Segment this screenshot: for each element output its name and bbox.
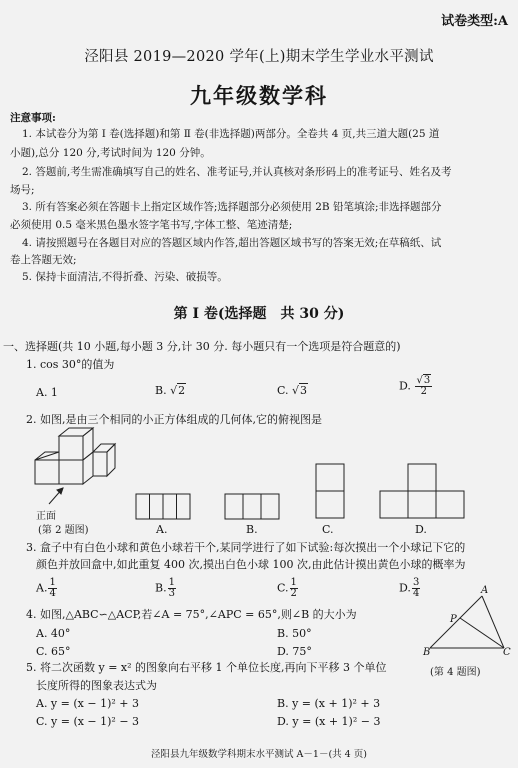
- subject-title: 九年级数学科: [190, 83, 328, 108]
- q1-stem: 1. cos 30°的值为: [26, 358, 115, 371]
- note-line: 小题),总分 120 分,考试时间为 120 分钟。: [10, 147, 211, 159]
- note-line: 2. 答题前,考生需准确填写自己的姓名、准考证号,并认真核对条形码上的准考证号、姓名及考: [22, 166, 452, 178]
- q2-option-c: C.: [322, 523, 334, 536]
- note-line: 5. 保持卡面清洁,不得折叠、污染、破损等。: [22, 271, 228, 283]
- q3-option-c: C. $\frac{1}{2}$: [277, 577, 297, 599]
- q1-option-c: C. √3: [277, 384, 308, 397]
- q5-option-d: D. y = (x + 1)² − 3: [277, 715, 381, 728]
- q4-option-c: C. 65°: [36, 645, 71, 658]
- q2-option-c-figure[interactable]: [316, 464, 346, 520]
- note-line: 卷上答题无效;: [10, 254, 77, 266]
- q4-triangle-figure: [420, 590, 510, 660]
- page-footer: 泾阳县九年级数学科期末水平测试 A－1－(共 4 页): [151, 749, 367, 760]
- q5-option-a: A. y = (x − 1)² + 3: [36, 697, 139, 710]
- q3-line2: 颜色并放回盒中,如此重复 400 次,摸出白色小球 100 次,由此估计摸出黄色小球的概率为: [36, 558, 466, 571]
- q4-option-b: B. 50°: [277, 627, 312, 640]
- q2-option-a: A.: [156, 523, 168, 536]
- exam-title: 泾阳县 2019—2020 学年(上)期末学生学业水平测试: [84, 49, 434, 65]
- paper-type-label: 试卷类型:A: [441, 14, 508, 29]
- note-line: 场号;: [10, 184, 35, 196]
- q3-option-d: D. $\frac{3}{4}$: [399, 577, 420, 599]
- note-line: 1. 本试卷分为第 Ⅰ 卷(选择题)和第 Ⅱ 卷(非选择题)两部分。全卷共 4 页,共三道大题(25 道: [22, 128, 440, 140]
- q2-figure-caption: (第 2 题图): [38, 525, 89, 536]
- q4-label-a: A: [481, 585, 489, 596]
- note-line: 4. 请按照题号在各题目对应的答题区域内作答,超出答题区域书写的答案无效;在草稿纸、试: [22, 237, 442, 249]
- q4-option-a: A. 40°: [36, 627, 71, 640]
- q2-stem: 2. 如图,是由三个相同的小正方体组成的几何体,它的俯视图是: [26, 413, 322, 426]
- q1-option-a: A. 1: [36, 386, 58, 399]
- q1-option-b: B. √2: [155, 384, 186, 397]
- q4-label-c: C: [503, 647, 511, 658]
- q3-line1: 3. 盒子中有白色小球和黄色小球若干个,某同学进行了如下试验:每次摸出一个小球记下它的: [26, 541, 466, 554]
- q4-stem: 4. 如图,△ABC∽△ACP,若∠A = 75°,∠APC = 65°,则∠B 的大小为: [26, 608, 357, 621]
- q2-front-label: 正面: [36, 511, 56, 522]
- q5-option-c: C. y = (x − 1)² − 3: [36, 715, 140, 728]
- q4-label-b: B: [423, 647, 431, 658]
- q4-figure-caption: (第 4 题图): [430, 667, 481, 678]
- q3-option-a: A. $\frac{1}{4}$: [36, 577, 56, 599]
- q2-solid-figure: [35, 424, 135, 509]
- note-line: 3. 所有答案必须在答题卡上指定区域作答;选择题部分必须使用 2B 铅笔填涂;非选择题部分: [22, 201, 442, 213]
- note-line: 必须使用 0.5 毫米黑色墨水签字笔书写,字体工整、笔迹清楚;: [10, 219, 293, 231]
- q2-option-d: D.: [415, 523, 427, 536]
- notes-heading: 注意事项:: [10, 112, 56, 124]
- q2-option-b: B.: [246, 523, 258, 536]
- q2-option-b-figure[interactable]: [225, 494, 281, 520]
- q3-option-b: B. $\frac{1}{3}$: [155, 577, 175, 599]
- q2-option-d-figure[interactable]: [380, 464, 468, 520]
- q2-option-a-figure[interactable]: [136, 494, 192, 520]
- section-instruction: 一、选择题(共 10 小题,每小题 3 分,计 30 分. 每小题只有一个选项是符合题意的): [3, 340, 401, 353]
- q5-line1: 5. 将二次函数 y = x² 的图象向右平移 1 个单位长度,再向下平移 3 个单位: [26, 661, 387, 674]
- q1-option-d: D. $\frac{√3}{2}$: [399, 375, 431, 397]
- q4-label-p: P: [450, 614, 457, 625]
- q5-line2: 长度所得的图象表达式为: [36, 679, 157, 692]
- q5-option-b: B. y = (x + 1)² + 3: [277, 697, 381, 710]
- section-title: 第 Ⅰ 卷(选择题 共 30 分): [173, 306, 345, 322]
- q4-option-d: D. 75°: [277, 645, 312, 658]
